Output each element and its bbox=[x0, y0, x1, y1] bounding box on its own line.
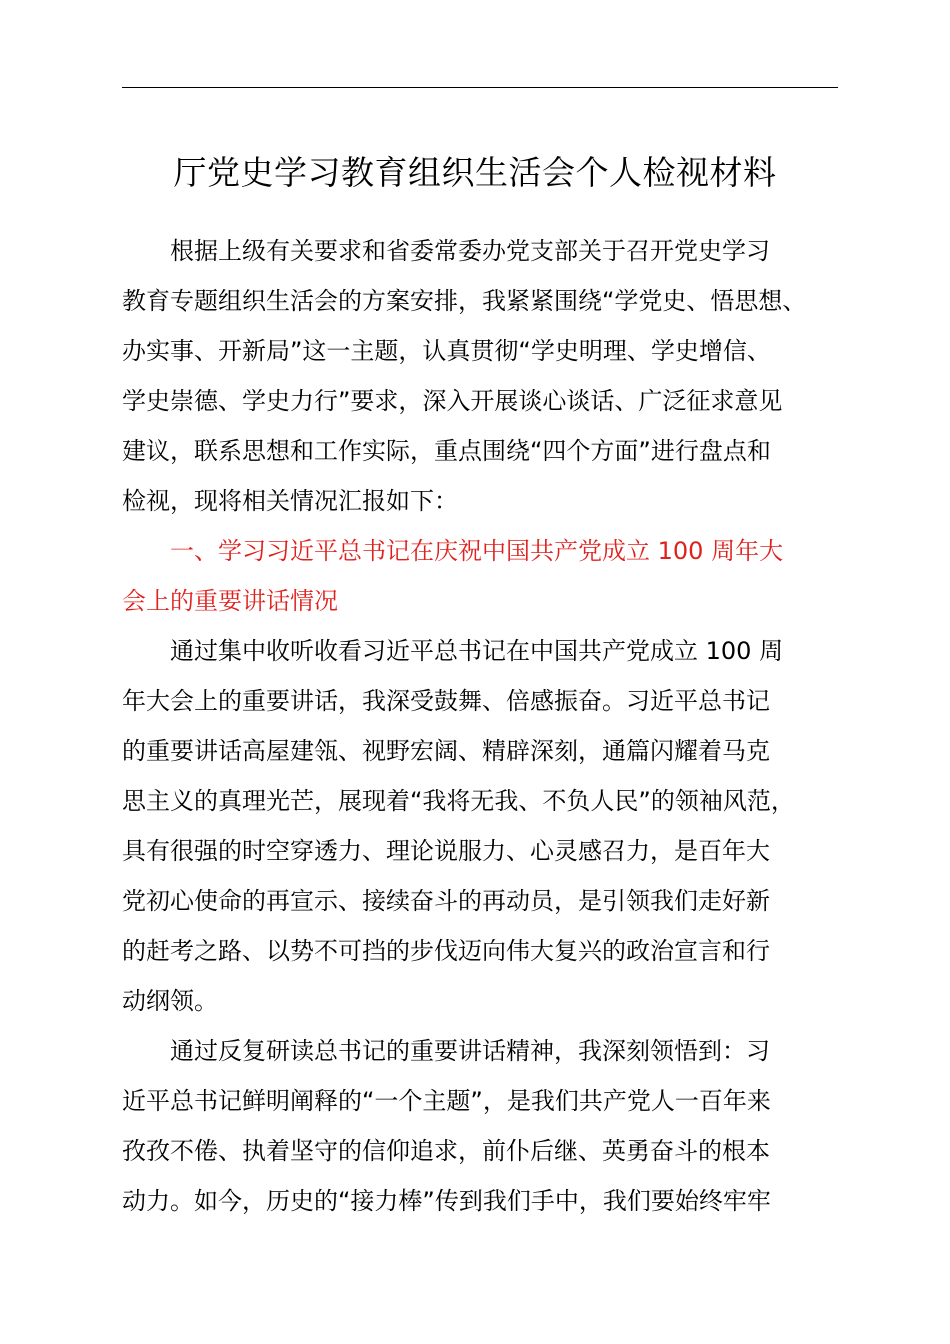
text-line: 通过集中收听收看习近平总书记在中国共产党成立 100 周 bbox=[170, 637, 784, 665]
header-rule bbox=[122, 87, 838, 88]
text-line: 根据上级有关要求和省委常委办党支部关于召开党史学习 bbox=[170, 237, 770, 265]
document-title: 厅党史学习教育组织生活会个人检视材料 bbox=[173, 153, 777, 192]
paragraph-speech-understanding bbox=[122, 1026, 838, 1226]
text-line: 教育专题组织生活会的方案安排，我紧紧围绕“学党史、悟思想、 bbox=[122, 287, 807, 315]
section-heading-1 bbox=[122, 526, 838, 626]
heading-line: 一、学习习近平总书记在庆祝中国共产党成立 100 周年大 bbox=[170, 537, 784, 565]
text-line: 通过反复研读总书记的重要讲话精神，我深刻领悟到：习 bbox=[170, 1037, 770, 1065]
paragraph-speech-impression bbox=[122, 626, 838, 1026]
heading-line: 会上的重要讲话情况 bbox=[122, 587, 338, 615]
text-line: 具有很强的时空穿透力、理论说服力、心灵感召力，是百年大 bbox=[122, 837, 770, 865]
text-line: 的赶考之路、以势不可挡的步伐迈向伟大复兴的政治宣言和行 bbox=[122, 937, 770, 965]
text-line: 的重要讲话高屋建瓴、视野宏阔、精辟深刻，通篇闪耀着马克 bbox=[122, 737, 770, 765]
paragraph-intro bbox=[122, 226, 838, 526]
text-line: 办实事、开新局”这一主题，认真贯彻“学史明理、学史增信、 bbox=[122, 337, 771, 365]
text-line: 年大会上的重要讲话，我深受鼓舞、倍感振奋。习近平总书记 bbox=[122, 687, 770, 715]
text-line: 近平总书记鲜明阐释的“一个主题”，是我们共产党人一百年来 bbox=[122, 1087, 771, 1115]
text-line: 动力。如今，历史的“接力棒”传到我们手中，我们要始终牢牢 bbox=[122, 1187, 771, 1215]
text-line: 思主义的真理光芒，展现着“我将无我、不负人民”的领袖风范， bbox=[122, 787, 795, 815]
text-line: 孜孜不倦、执着坚守的信仰追求，前仆后继、英勇奋斗的根本 bbox=[122, 1137, 770, 1165]
text-line: 建议，联系思想和工作实际，重点围绕“四个方面”进行盘点和 bbox=[122, 437, 771, 465]
text-line: 动纲领。 bbox=[122, 987, 218, 1015]
text-line: 党初心使命的再宣示、接续奋斗的再动员，是引领我们走好新 bbox=[122, 887, 770, 915]
text-line: 学史崇德、学史力行”要求，深入开展谈心谈话、广泛征求意见 bbox=[122, 387, 783, 415]
text-line: 检视，现将相关情况汇报如下： bbox=[122, 487, 458, 515]
document-body bbox=[122, 226, 838, 1226]
